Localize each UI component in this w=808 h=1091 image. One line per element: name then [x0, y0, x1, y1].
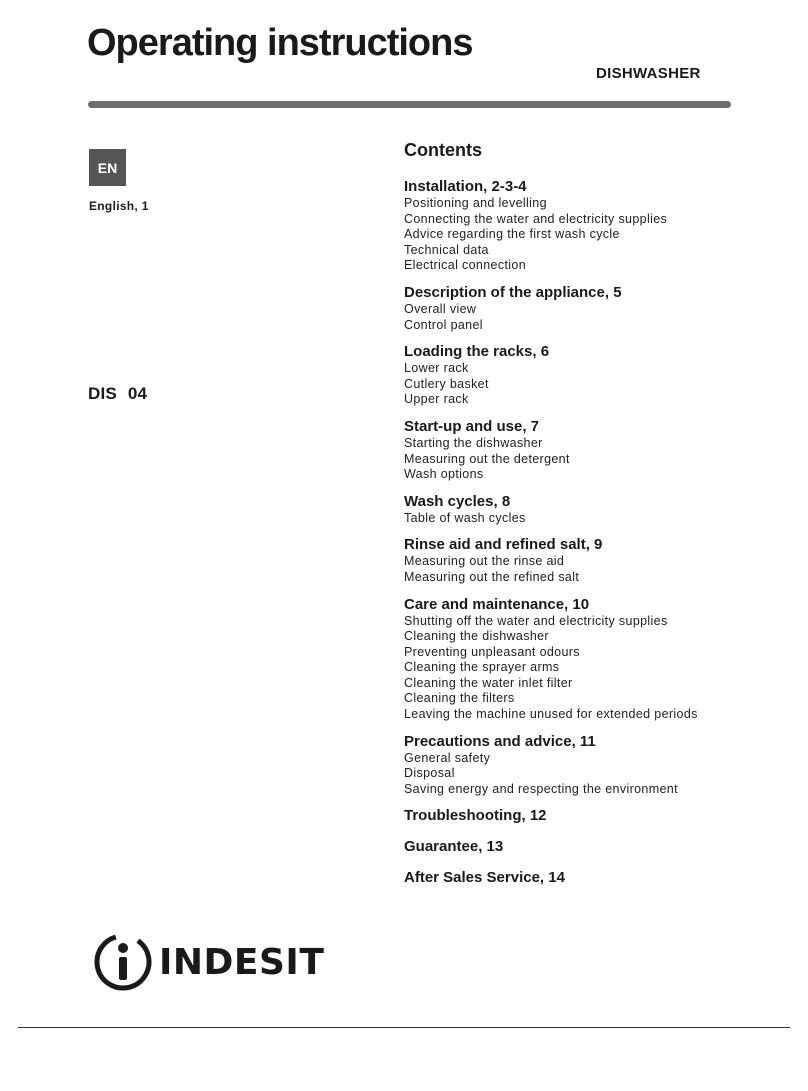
list-item: Preventing unpleasant odours [404, 644, 580, 659]
section-title: Guarantee, 13 [404, 838, 504, 856]
list-item: Overall view [404, 301, 477, 316]
list-item: Starting the dishwasher [404, 435, 543, 450]
section-items [404, 436, 734, 483]
contents-section [404, 733, 734, 798]
contents-section [404, 178, 734, 274]
list-item: Table of wash cycles [404, 510, 526, 525]
list-item: Shutting off the water and electricity supplies [404, 613, 668, 628]
section-items [404, 196, 734, 274]
list-item: Cleaning the filters [404, 691, 515, 706]
list-item: Upper rack [404, 392, 469, 407]
contents-sections [404, 178, 734, 887]
list-item: Control panel [404, 317, 483, 332]
contents-section [404, 418, 734, 483]
section-title: Wash cycles, 8 [404, 492, 511, 510]
model-number: DIS 04 [88, 384, 148, 403]
document-title: Operating instructions [87, 22, 473, 64]
list-item: Cutlery basket [404, 376, 489, 391]
list-item: Leaving the machine unused for extended periods [404, 707, 698, 722]
contents-section [404, 807, 734, 825]
section-title: Loading the racks, 6 [404, 343, 550, 361]
contents-section [404, 596, 734, 723]
list-item: Connecting the water and electricity supplies [404, 211, 668, 226]
brand-name: INDESIT [159, 941, 325, 983]
list-item: General safety [404, 750, 491, 765]
contents-section [404, 838, 734, 856]
section-items [404, 511, 734, 527]
list-item: Lower rack [404, 361, 469, 376]
contents-section [404, 343, 734, 408]
list-item: Cleaning the dishwasher [404, 629, 549, 644]
section-title: Troubleshooting, 12 [404, 807, 547, 825]
list-item: Advice regarding the first wash cycle [404, 227, 620, 242]
contents-section [404, 284, 734, 333]
section-title: Rinse aid and refined salt, 9 [404, 536, 603, 554]
footer-divider [18, 1027, 790, 1028]
list-item: Positioning and levelling [404, 196, 547, 210]
contents-section [404, 869, 734, 887]
language-badge: EN [89, 149, 126, 186]
list-item: Disposal [404, 766, 455, 781]
section-title: Description of the appliance, 5 [404, 283, 622, 301]
header-divider [88, 101, 731, 108]
section-title: Precautions and advice, 11 [404, 732, 596, 750]
section-items [404, 751, 734, 798]
contents-section [404, 536, 734, 585]
section-items [404, 302, 734, 333]
section-title: Installation, 2-3-4 [404, 178, 527, 195]
list-item: Cleaning the water inlet filter [404, 675, 573, 690]
list-item: Saving energy and respecting the environment [404, 781, 678, 796]
list-item: Measuring out the refined salt [404, 569, 580, 584]
product-type: DISHWASHER [596, 65, 701, 82]
contents-heading: Contents [404, 140, 482, 160]
language-entry: English, 1 [89, 199, 149, 213]
indesit-i-logo-icon [93, 932, 153, 992]
section-title: Start-up and use, 7 [404, 417, 540, 435]
list-item: Wash options [404, 467, 484, 482]
section-items [404, 614, 734, 723]
section-title: After Sales Service, 14 [404, 869, 565, 887]
section-items [404, 361, 734, 408]
list-item: Measuring out the rinse aid [404, 554, 565, 569]
brand-logo [93, 932, 324, 992]
contents-panel [404, 140, 734, 900]
contents-section [404, 493, 734, 527]
list-item: Measuring out the detergent [404, 451, 570, 466]
list-item: Electrical connection [404, 258, 526, 273]
section-title: Care and maintenance, 10 [404, 595, 590, 613]
list-item: Technical data [404, 242, 489, 257]
list-item: Cleaning the sprayer arms [404, 660, 560, 675]
section-items [404, 554, 734, 585]
